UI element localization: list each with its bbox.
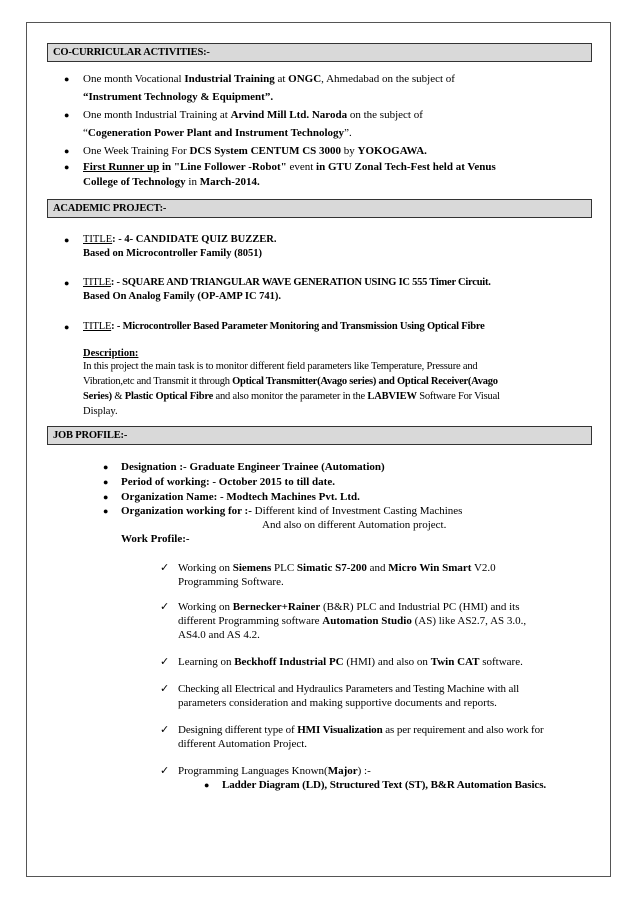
check-icon: ✓ xyxy=(160,600,170,613)
check-icon: ✓ xyxy=(160,723,170,736)
job-working-for-line2: And also on different Automation project. xyxy=(262,519,447,531)
work-item-3: Learning on Beckhoff Industrial PC (HMI) and also on Twin CAT software. xyxy=(178,656,523,668)
bullet: ● xyxy=(64,74,70,84)
section-header-cocurricular: CO-CURRICULAR ACTIVITIES:- xyxy=(47,43,592,62)
bullet: ● xyxy=(103,492,109,502)
bullet: ● xyxy=(64,162,70,172)
project-1-title: TITLE: - 4- CANDIDATE QUIZ BUZZER. xyxy=(83,234,277,245)
check-icon: ✓ xyxy=(160,561,170,574)
bullet: ● xyxy=(64,235,70,245)
work-item-2: Working on Bernecker+Rainer (B&R) PLC and Industrial PC (HMI) and its xyxy=(178,601,520,613)
job-organization: Organization Name: - Modtech Machines Pvt. Ltd. xyxy=(121,491,360,503)
bullet: ● xyxy=(103,506,109,516)
bullet: ● xyxy=(64,322,70,332)
bullet: ● xyxy=(64,146,70,156)
work-item-2-line2: different Programming software Automation Studio (AS) like AS2.7, AS 3.0., xyxy=(178,615,527,627)
project-2-subtitle: Based On Analog Family (OP-AMP IC 741). xyxy=(83,291,282,302)
job-working-for: Organization working for :- Different kind of Investment Casting Machines xyxy=(121,505,463,517)
work-item-4-line2: parameters consideration and making supportive documents and reports. xyxy=(178,697,497,709)
check-icon: ✓ xyxy=(160,682,170,695)
cocurricular-item-1-subject: “Instrument Technology & Equipment”. xyxy=(83,91,274,103)
cocurricular-item-2: One month Industrial Training at Arvind Mill Ltd. Naroda on the subject of xyxy=(83,109,423,121)
project-1-subtitle: Based on Microcontroller Family (8051) xyxy=(83,248,263,259)
cocurricular-item-4-line2: College of Technology in March-2014. xyxy=(83,176,260,188)
cocurricular-item-4: First Runner up in "Line Follower -Robot" event in GTU Zonal Tech-Fest held at Venus xyxy=(83,161,496,173)
cocurricular-item-1: One month Vocational Industrial Training at ONGC, Ahmedabad on the subject of xyxy=(83,73,455,85)
section-header-job-profile: JOB PROFILE:- xyxy=(47,426,592,445)
work-profile-label: Work Profile:- xyxy=(121,533,190,545)
job-designation: Designation :- Graduate Engineer Trainee (Automation) xyxy=(121,461,385,473)
project-3-title: TITLE: - Microcontroller Based Parameter Monitoring and Transmission Using Optical Fibre xyxy=(83,321,485,332)
project-2-title: TITLE: - SQUARE AND TRIANGULAR WAVE GENERATION USING IC 555 Timer Circuit. xyxy=(83,277,491,288)
check-icon: ✓ xyxy=(160,764,170,777)
work-item-2-line3: AS4.0 and AS 4.2. xyxy=(178,629,260,641)
description-line-1: In this project the main task is to monitor different field parameters like Temperature, Pressure and xyxy=(83,361,478,372)
job-period: Period of working: - October 2015 to till date. xyxy=(121,476,335,488)
description-line-2: Vibration,etc and Transmit it through Optical Transmitter(Avago series) and Optical Receiver(Avago xyxy=(83,376,498,387)
work-item-5: Designing different type of HMI Visualization as per requirement and also work for xyxy=(178,724,544,736)
programming-languages: Ladder Diagram (LD), Structured Text (ST), B&R Automation Basics. xyxy=(222,779,547,791)
section-header-academic-project: ACADEMIC PROJECT:- xyxy=(47,199,592,218)
work-item-1: Working on Siemens PLC Simatic S7-200 and Micro Win Smart V2.0 xyxy=(178,562,496,574)
bullet: ● xyxy=(64,278,70,288)
check-icon: ✓ xyxy=(160,655,170,668)
bullet: ● xyxy=(103,462,109,472)
work-item-6: Programming Languages Known(Major) :- xyxy=(178,765,371,777)
work-item-5-line2: different Automation Project. xyxy=(178,738,308,750)
description-line-4: Display. xyxy=(83,406,118,417)
cocurricular-item-3: One Week Training For DCS System CENTUM CS 3000 by YOKOGAWA. xyxy=(83,145,427,157)
bullet: ● xyxy=(103,477,109,487)
cocurricular-item-2-subject: “Cogeneration Power Plant and Instrument Technology”. xyxy=(83,127,352,139)
description-line-3: Series) & Plastic Optical Fibre and also monitor the parameter in the LABVIEW Software For Visual xyxy=(83,391,500,402)
description-label: Description: xyxy=(83,348,139,359)
work-item-1-line2: Programming Software. xyxy=(178,576,284,588)
work-item-4: Checking all Electrical and Hydraulics Parameters and Testing Machine with all xyxy=(178,683,520,695)
bullet: ● xyxy=(64,110,70,120)
bullet: ● xyxy=(204,780,210,790)
